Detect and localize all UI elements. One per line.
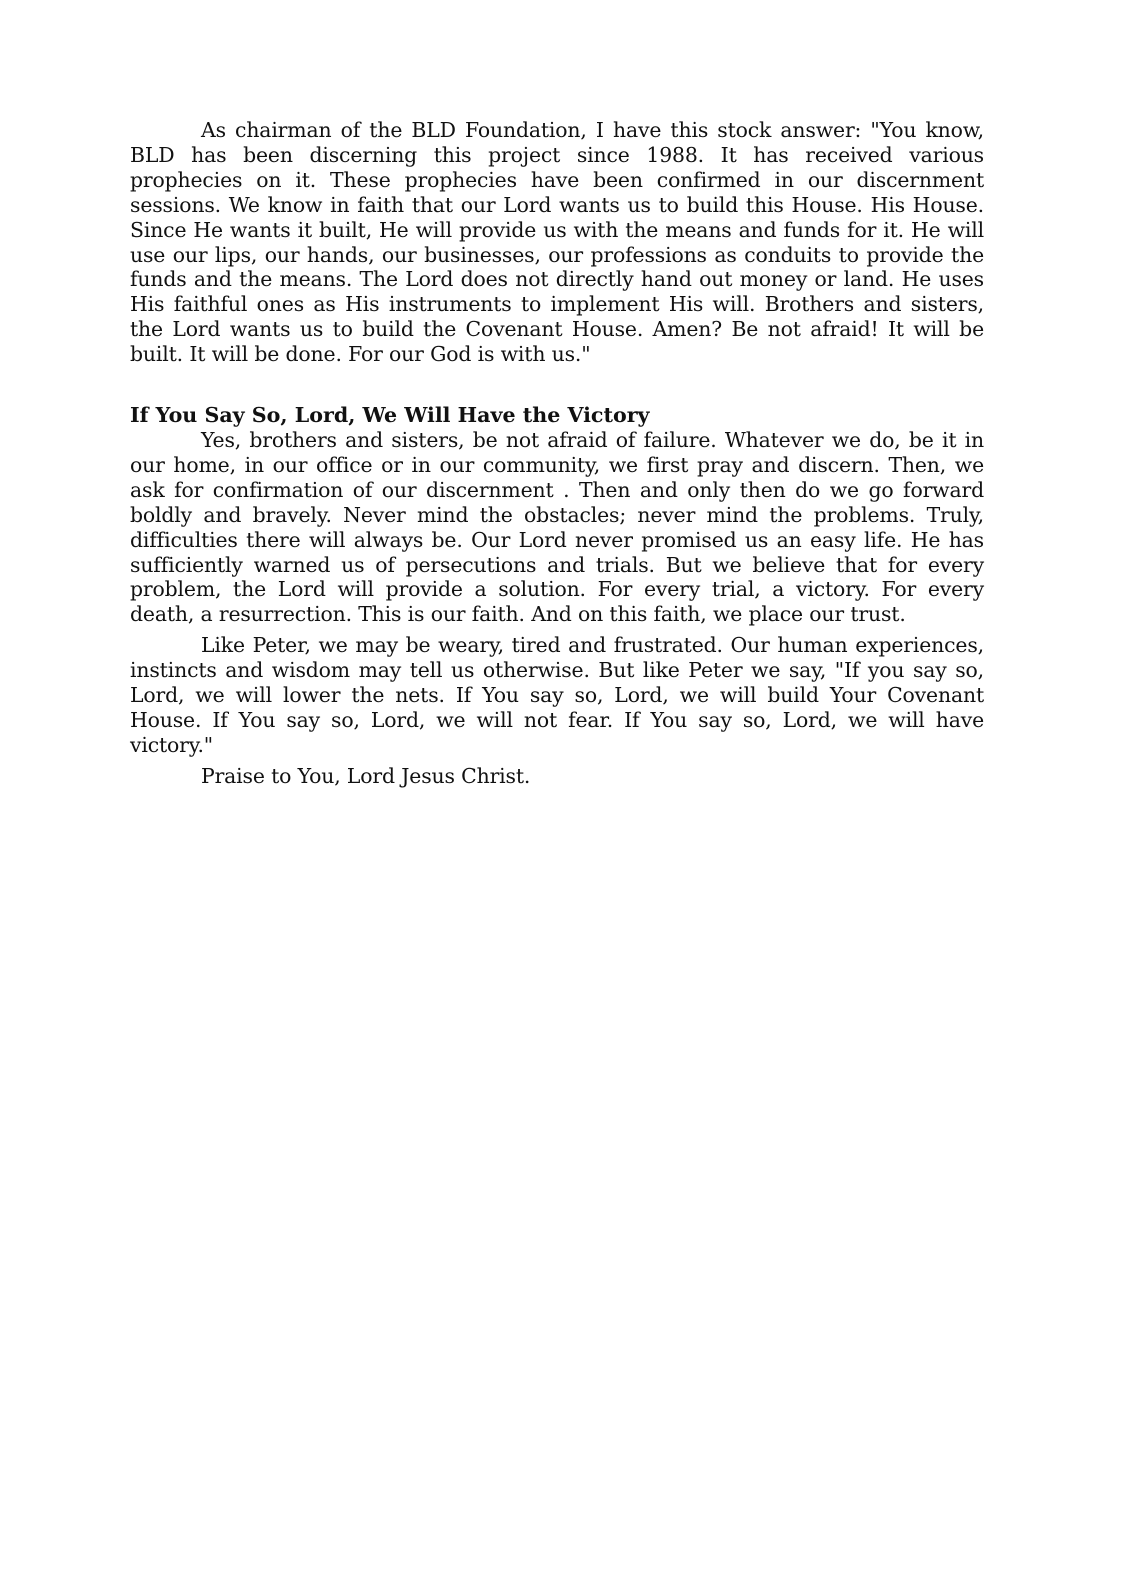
body-paragraph: Like Peter, we may be weary, tired and frustrated. Our human experiences, instincts and wisdom may tell us otherwise. But like Peter we say, "If you say so, Lord, we will lower the nets. If You say so, Lord, we will build Your Covenant House. If You say so, Lord, we will not fear. If You say so, Lord, we will have victory." [130,633,984,757]
body-paragraph: Yes, brothers and sisters, be not afraid of failure. Whatever we do, be it in our home, in our office or in our community, we first pray and discern. Then, we ask for confirmation of our discernment . Then and only then do we go forward boldly and bravely. Never mind the obstacles; never mind the problems. Truly, difficulties there will always be. Our Lord never promised us an easy life. He has sufficiently warned us of persecutions and trials. But we believe that for every problem, the Lord will provide a solution. For every trial, a victory. For every death, a resurrection. This is our faith. And on this faith, we place our trust. [130,427,984,627]
section-heading: If You Say So, Lord, We Will Have the Victory [130,403,650,428]
closing-line: Praise to You, Lord Jesus Christ. [201,763,531,788]
document-page [130,118,984,789]
intro-paragraph: As chairman of the BLD Foundation, I have this stock answer: "You know, BLD has been discerning this project since 1988. It has received various prophecies on it. These prophecies have been confirmed in our discernment sessions. We know in faith that our Lord wants us to build this House. His House. Since He wants it built, He will provide us with the means and funds for it. He will use our lips, our hands, our businesses, our professions as conduits to provide the funds and the means. The Lord does not directly hand out money or land. He uses His faithful ones as His instruments to implement His will. Brothers and sisters, the Lord wants us to build the Covenant House. Amen? Be not afraid! It will be built. It will be done. For our God is with us." [130,118,984,367]
